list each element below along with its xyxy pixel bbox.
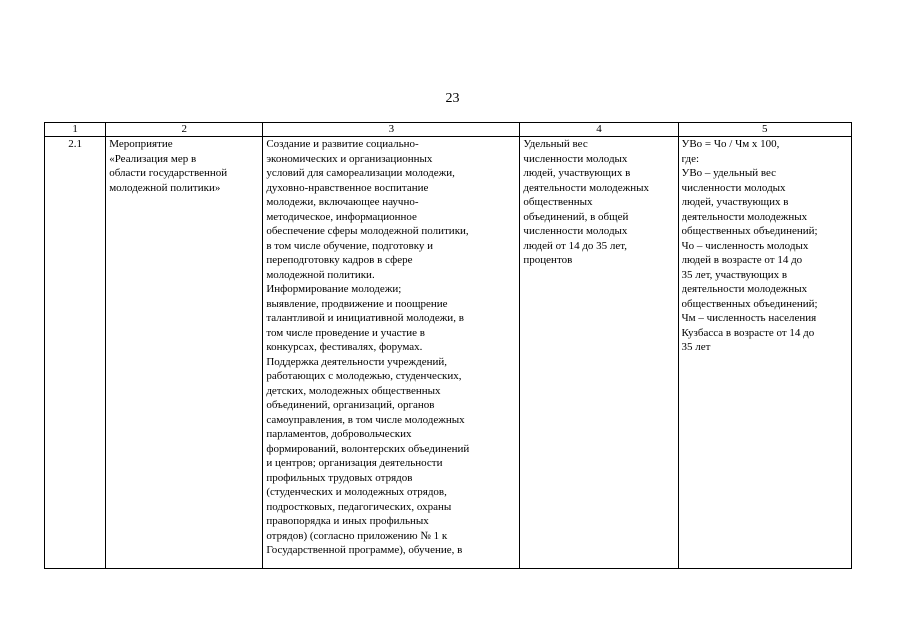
column-header-4: 4 (520, 123, 678, 137)
description-line: в том числе обучение, подготовку и (266, 239, 434, 252)
formula-line: людей, участвующих в (681, 196, 789, 208)
table-row (45, 137, 852, 569)
event-name-cell (106, 137, 263, 569)
event-name-line: области государственной (109, 167, 228, 179)
formula-line: общественных объединений; (681, 297, 818, 310)
indicator-line: деятельности молодежных (523, 181, 649, 194)
description-line: выявление, продвижение и поощрение (266, 297, 448, 310)
row-number: 2.1 (45, 137, 106, 569)
description-line: профильных трудовых отрядов (266, 471, 413, 484)
description-line: Информирование молодежи; (266, 283, 402, 295)
formula-line: где: (681, 152, 700, 165)
indicator-cell (520, 137, 678, 569)
formula-line: УВо – удельный вес (681, 167, 777, 179)
formula-line: людей в возрасте от 14 до (681, 254, 803, 266)
program-table (44, 122, 852, 569)
description-line: отрядов) (согласно приложению № 1 к (266, 529, 448, 542)
column-header-3: 3 (263, 123, 520, 137)
indicator-line: общественных (523, 196, 593, 208)
description-line: подростковых, педагогических, охраны (266, 500, 452, 513)
description-line: обеспечение сферы молодежной политики, (266, 225, 469, 237)
description-line: работающих с молодежью, студенческих, (266, 370, 462, 382)
formula-line: деятельности молодежных (681, 210, 808, 223)
indicator-line: численности молодых (523, 225, 628, 237)
description-line: духовно-нравственное воспитание (266, 181, 429, 194)
indicator-line: людей от 14 до 35 лет, (523, 239, 628, 252)
formula-line: общественных объединений; (681, 225, 818, 237)
event-description-cell (263, 137, 520, 569)
description-line: Государственной программе), обучение, в (266, 544, 463, 556)
event-name-line: Мероприятие (109, 138, 173, 150)
indicator-line: Удельный вес (523, 138, 588, 150)
formula-line: Чм – численность населения (681, 312, 817, 324)
description-line: (студенческих и молодежных отрядов, (266, 486, 447, 498)
header-row (45, 123, 852, 137)
column-header-1: 1 (45, 123, 106, 137)
description-line: молодежи, включающее научно- (266, 196, 419, 208)
description-line: и центров; организация деятельности (266, 457, 443, 469)
description-line: молодежной политики. (266, 268, 375, 281)
indicator-line: численности молодых (523, 152, 628, 165)
description-line: переподготовку кадров в сфере (266, 254, 413, 266)
description-line: объединений, организаций, органов (266, 399, 435, 411)
description-line: талантливой и инициативной молодежи, в (266, 312, 464, 324)
description-line: методическое, информационное (266, 210, 417, 223)
formula-line: деятельности молодежных (681, 283, 808, 295)
formula-line: численности молодых (681, 181, 786, 194)
column-header-5: 5 (678, 123, 851, 137)
indicator-line: процентов (523, 254, 573, 266)
formula-line: Кузбасса в возрасте от 14 до (681, 326, 815, 339)
formula-cell (678, 137, 851, 569)
description-line: самоуправления, в том числе молодежных (266, 413, 465, 426)
indicator-line: объединений, в общей (523, 210, 629, 223)
description-line: детских, молодежных общественных (266, 384, 441, 397)
description-line: условий для самореализации молодежи, (266, 167, 455, 179)
description-line: Поддержка деятельности учреждений, (266, 355, 448, 368)
description-line: Создание и развитие социально- (266, 138, 419, 150)
formula-line: Чо – численность молодых (681, 239, 809, 252)
formula-line: 35 лет, участвующих в (681, 268, 788, 281)
description-line: формирований, волонтерских объединений (266, 442, 470, 455)
event-name-line: молодежной политики» (109, 181, 221, 194)
column-header-2: 2 (106, 123, 263, 137)
indicator-line: людей, участвующих в (523, 167, 631, 179)
formula-line: УВо = Чо / Чм x 100, (681, 138, 780, 150)
description-line: парламентов, добровольческих (266, 428, 412, 440)
formula-line: 35 лет (681, 341, 711, 353)
description-line: том числе проведение и участие в (266, 326, 425, 339)
description-line: правопорядка и иных профильных (266, 515, 429, 527)
page-number: 23 (445, 91, 460, 106)
description-line: конкурсах, фестивалях, форумах. (266, 341, 423, 353)
event-name-line: «Реализация мер в (109, 152, 197, 165)
description-line: экономических и организационных (266, 152, 433, 165)
